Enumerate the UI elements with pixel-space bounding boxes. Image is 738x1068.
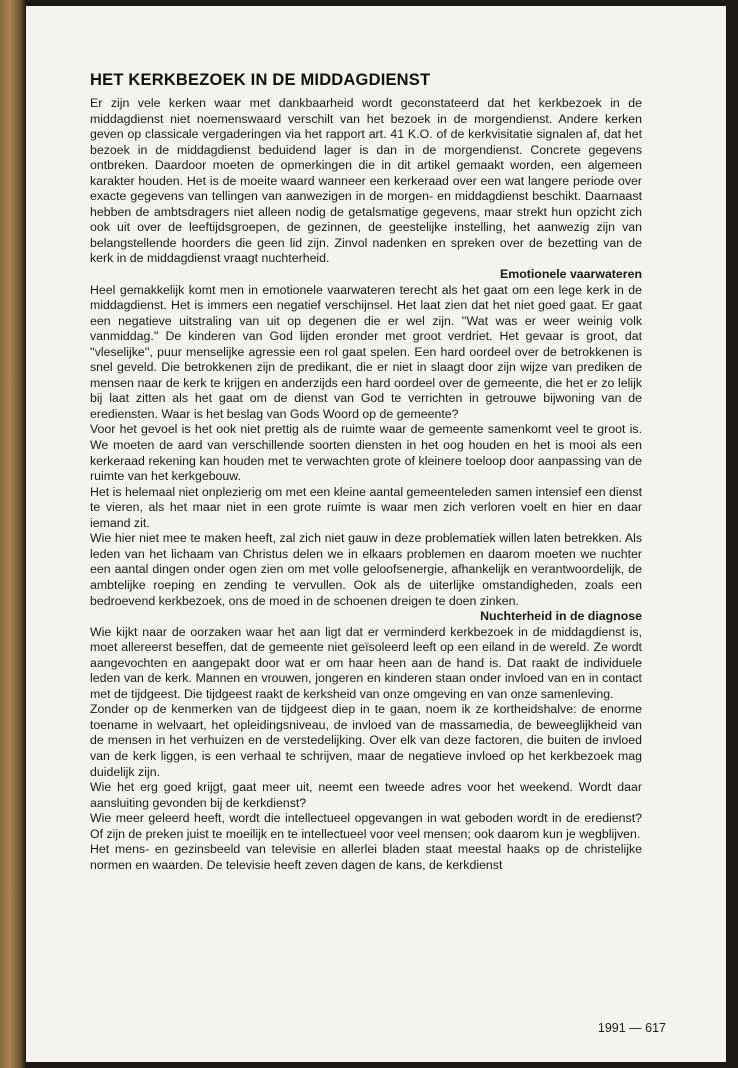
section2-paragraph-3: Wie het erg goed krijgt, gaat meer uit, neemt een tweede adres voor het weekend. Wordt daar aansluiting gevonden bij de kerkdienst? (90, 780, 642, 810)
section2-paragraph-1: Wie kijkt naar de oorzaken waar het aan ligt dat er verminderd kerkbezoek in de middagdienst is, moet allereerst beseffen, dat de gemeente niet geïsoleerd leeft op een eiland in de wereld. Ze wordt aangevochten en aangepakt door wat er om haar heen aan de hand is. Dat raakt de individuele leden van de kerk. Mannen en vrouwen, jongeren en kinderen staan onder invloed van en in contact met de tijdgeest. Die tijdgeest raakt de kerksheid van onze omgeving en van onze samenleving. (90, 624, 642, 701)
section1-paragraph-3: Het is helemaal niet onplezierig om met een kleine aantal gemeenteleden samen intensief een dienst te vieren, als het maar niet in een grote ruimte is waar men zich verloren voelt en hier en daar iemand zit. (90, 484, 642, 530)
section-heading-emotionele-vaarwateren: Emotionele vaarwateren (499, 267, 642, 282)
section2-paragraph-4: Wie meer geleerd heeft, wordt die intellectueel opgevangen in wat geboden wordt in de eredienst? Of zijn de preken juist te moeilijk en te intellectueel voor veel mensen; ook daarom kun je wegblijven. (90, 811, 642, 841)
section2-paragraph-5: Het mens- en gezinsbeeld van televisie en allerlei bladen staat meestal haaks op de christelijke normen en waarden. De televisie heeft zeven dagen de kans, de kerkdienst (90, 842, 642, 872)
section1-paragraph-4: Wie hier niet mee te maken heeft, zal zich niet gauw in deze problematiek willen laten betrekken. Als leden van het lichaam van Christus delen we in elkaars problemen en daarom moeten we nuchter een aantal dingen onder ogen zien om met volle geloofsenergie, afhankelijk en verantwoordelijk, de ambtelijke roeping en zending te vervullen. Ook als de uiterlijke omstandigheden, zoals een bedroevend kerkbezoek, ons de moed in de schoenen dreigen te doen zinken. (90, 531, 642, 608)
article (90, 71, 642, 873)
section2-paragraph-2: Zonder op de kenmerken van de tijdgeest diep in te gaan, noem ik ze kortheidshalve: de enorme toename in welvaart, het opleidingsniveau, de invloed van de massamedia, de beweeglijkheid van de mensen in het verhuizen en de verstedelijking. Over elk van deze factoren, die buiten de invloed van de kerk liggen, is een verhaal te schrijven, maar de negatieve invloed op het kerkbezoek mag duidelijk zijn. (90, 702, 642, 779)
intro-paragraph: Er zijn vele kerken waar met dankbaarheid wordt geconstateerd dat het kerkbezoek in de middagdienst niet noemenswaard verschilt van het bezoek in de morgendienst. Andere kerken geven op classicale vergaderingen via het rapport art. 41 K.O. of de kerkvisitatie signalen af, dat het bezoek in de middagdienst beduidend lager is dan in de morgendienst. Concrete gegevens ontbreken. Daardoor moeten de opmerkingen die in dit artikel gemaakt worden, een algemeen karakter houden. Het is de moeite waard wanneer een kerkeraad over een wat langere periode over exacte gegevens van tellingen van aanwezigen in de morgen- en middagdienst beschikt. Daarnaast hebben de ambtsdragers niet alleen nodig de getalsmatige gegevens, maar strekt hun opzicht zich ook uit over de leeftijdsgroepen, de gezinnen, de geestelijke instelling, het aanwezig zijn van belangstellende hoorders die geen lid zijn. Zinvol nadenken en spreken over de bezetting van de kerk in de middagdienst vraagt nuchterheid. (90, 96, 642, 266)
page-number: 1991 — 617 (597, 1021, 666, 1035)
section1-paragraph-2: Voor het gevoel is het ook niet prettig als de ruimte waar de gemeente samenkomt veel te groot is. We moeten de aard van verschillende soorten diensten in het oog houden en het is mooi als een kerkeraad rekening kan houden met te verwachten grote of kleinere toeloop door aanpassing van de ruimte van het kerkgebouw. (90, 422, 642, 484)
section1-paragraph-1: Heel gemakkelijk komt men in emotionele vaarwateren terecht als het gaat om een lege kerk in de middagdienst. Het is immers een negatief verschijnsel. Het laat zien dat het niet goed gaat. Er gaat een negatieve uitstraling van uit op degenen die er wel zijn. ''Wat was er weer weinig volk vanmiddag.'' De kinderen van God lijden eronder met groot verdriet. Het gevaar is groot, dat ''vleselijke'', puur menselijke agressie een rol gaat spelen. Een hard oordeel over de betrokkenen is snel geveld. Die betrokkenen zijn de predikant, die er niet in slaagt door zijn wijze van prediken de mensen naar de kerk te krijgen en anderzijds een hard oordeel over de gemeente, die het er zo lelijk bij laat zitten als het gaat om de dienst van God te verrichten in getrouwe bijwoning van de erediensten. Waar is het beslag van Gods Woord op de gemeente? (90, 282, 642, 421)
document-page (26, 6, 726, 1062)
article-title: HET KERKBEZOEK IN DE MIDDAGDIENST (90, 71, 431, 89)
section-heading-nuchterheid: Nuchterheid in de diagnose (480, 609, 642, 624)
